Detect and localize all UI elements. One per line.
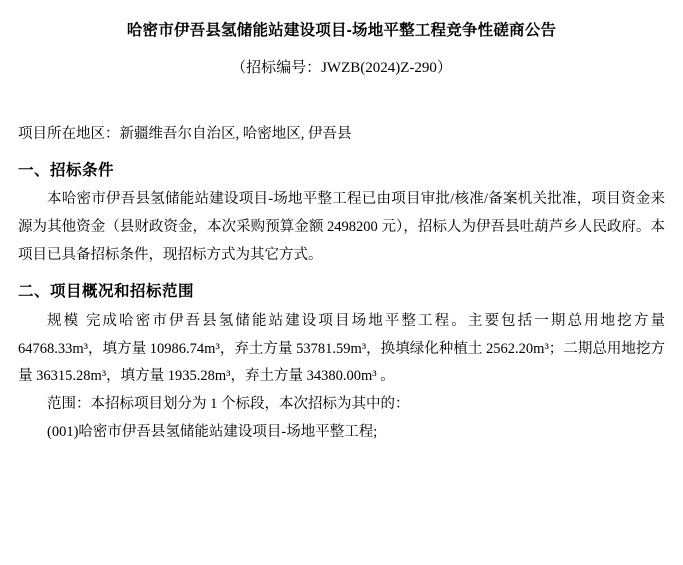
project-location-line: 项目所在地区：新疆维吾尔自治区, 哈密地区, 伊吾县: [18, 125, 352, 142]
document-body: [14, 121, 669, 447]
tender-number: （招标编号：JWZB(2024)Z-290）: [231, 59, 452, 76]
section-2-paragraph-3: (001)哈密市伊吾县氢储能站建设项目-场地平整工程;: [47, 424, 378, 441]
section-2-paragraph-2: 范围：本招标项目划分为 1 个标段，本次招标为其中的：: [47, 396, 410, 413]
section-heading-2: 二、项目概况和招标范围: [18, 282, 195, 300]
section-heading-1: 一、招标条件: [18, 161, 115, 179]
page-title: 哈密市伊吾县氢储能站建设项目-场地平整工程竞争性磋商公告: [126, 22, 557, 39]
document-page: [0, 20, 683, 565]
section-1-paragraph-1: 本哈密市伊吾县氢储能站建设项目-场地平整工程已由项目审批/核准/备案机关批准，项目资金来源为其他资金（县财政资金，本次采购预算金额 2498200 元），招标人为伊吾县吐葫芦乡人民政府。本项目已具备招标条件，现招标方式为其它方式。: [18, 191, 665, 264]
title-body-spacer: [0, 79, 683, 121]
section-2-paragraph-1: 规模 完成哈密市伊吾县氢储能站建设项目场地平整工程。主要包括一期总用地挖方量 64768.33m³，填方量 10986.74m³，弃土方量 53781.59m³，换填绿化种植土 2562.20m³；二期总用地挖方量 36315.28m³，填方量 1935.28m³，弃土方量 34380.00m³ 。: [18, 312, 665, 385]
